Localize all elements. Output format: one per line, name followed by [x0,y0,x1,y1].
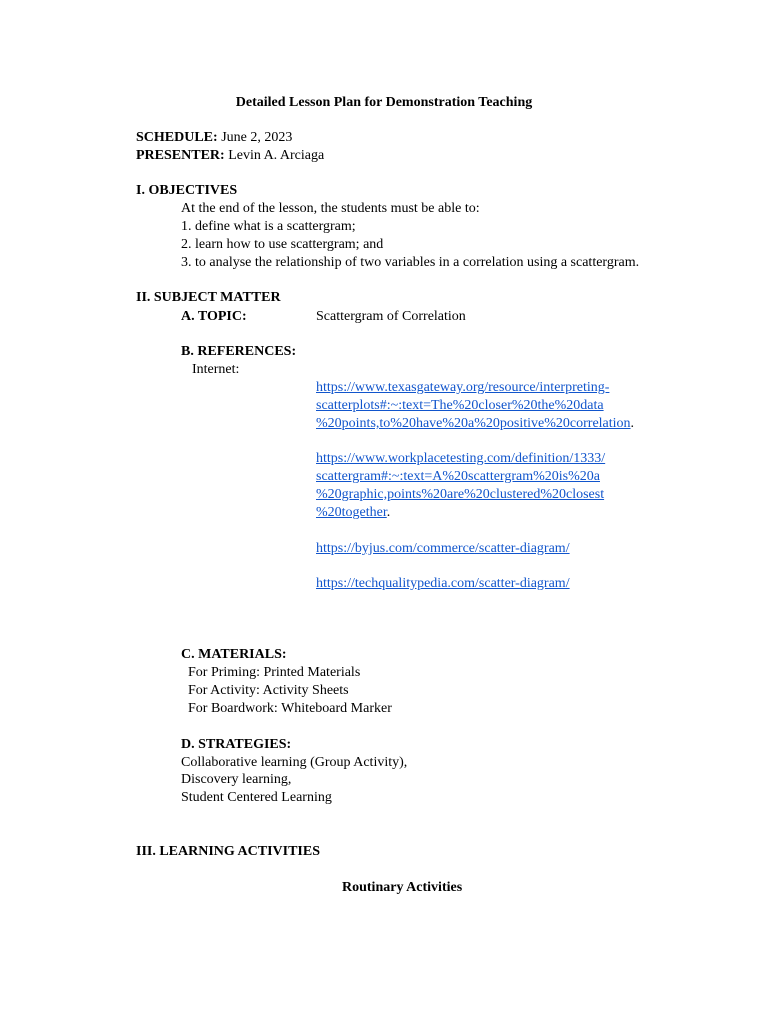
objectives-heading: I. OBJECTIVES [136,183,238,198]
material-item: For Boardwork: Whiteboard Marker [188,701,392,716]
material-item: For Priming: Printed Materials [188,665,361,680]
reference-link-workplacetesting [316,450,605,522]
reference-link[interactable]: https://byjus.com/commerce/scatter-diagram/ [316,541,570,556]
link-period: . [386,505,391,520]
schedule-line [136,129,292,147]
reference-link-texasgateway [316,379,634,433]
subject-matter-heading: II. SUBJECT MATTER [136,290,281,305]
reference-link[interactable]: %20graphic,points%20are%20clustered%20closest [316,487,605,502]
reference-link[interactable]: %20together [316,505,387,520]
schedule-value: June 2, 2023 [217,130,293,145]
materials-label: C. MATERIALS: [181,647,287,662]
schedule-label: SCHEDULE: [136,130,218,145]
strategies-label: D. STRATEGIES: [181,737,292,752]
reference-link-byjus [316,540,570,558]
routinary-activities-heading: Routinary Activities [342,880,463,895]
reference-link[interactable]: %20points,to%20have%20a%20positive%20correlation [316,416,631,431]
reference-link[interactable]: scattergram#:~:text=A%20scattergram%20is%20a [316,469,600,484]
references-label: B. REFERENCES: [181,344,297,359]
link-period: . [630,416,635,431]
presenter-value: Levin A. Arciaga [224,148,325,163]
strategy-item: Discovery learning, [181,772,292,787]
topic-label: A. TOPIC: [181,309,247,324]
reference-link-techqualitypedia [316,575,570,593]
reference-link[interactable]: https://www.texasgateway.org/resource/interpreting- [316,380,610,395]
objective-item: 2. learn how to use scattergram; and [181,237,384,252]
document-title: Detailed Lesson Plan for Demonstration Teaching [235,95,533,110]
objective-item: 1. define what is a scattergram; [181,219,356,234]
presenter-line [136,147,324,165]
reference-link[interactable]: https://www.workplacetesting.com/definition/1333/ [316,451,606,466]
reference-link[interactable]: scatterplots#:~:text=The%20closer%20the%20data [316,398,604,413]
topic-value: Scattergram of Correlation [316,309,466,324]
material-item: For Activity: Activity Sheets [188,683,349,698]
strategy-item: Collaborative learning (Group Activity), [181,755,408,770]
objectives-intro: At the end of the lesson, the students must be able to: [181,201,480,216]
strategy-item: Student Centered Learning [181,790,332,805]
presenter-label: PRESENTER: [136,148,225,163]
reference-link[interactable]: https://techqualitypedia.com/scatter-diagram/ [316,576,570,591]
internet-label: Internet: [192,362,240,377]
learning-activities-heading: III. LEARNING ACTIVITIES [136,844,321,859]
objective-item: 3. to analyse the relationship of two variables in a correlation using a scattergram. [181,255,640,270]
